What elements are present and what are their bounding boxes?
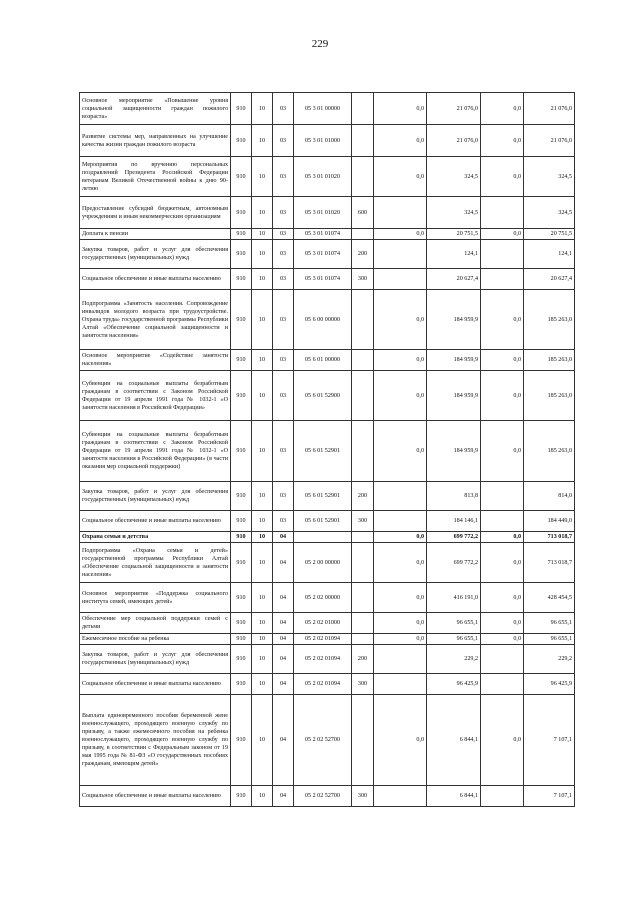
row-name: Основное мероприятие «Содействие занятости населения» [80, 350, 231, 371]
expense-type-code: 300 [352, 269, 374, 290]
target-article-code: 05 2 00 00000 [294, 543, 352, 583]
target-article-code: 05 2 02 01094 [294, 634, 352, 645]
amount-1: 0,0 [374, 634, 427, 645]
grbs-code: 910 [231, 421, 252, 482]
amount-1 [374, 645, 427, 674]
expense-type-code [352, 290, 374, 350]
row-name: Мероприятия по вручению персональных поздравлений Президента Российской Федерации ветеранам Великой Отечественной войны к дню 90-летию [80, 157, 231, 197]
amount-3: 0,0 [481, 371, 524, 421]
target-article-code: 05 3 01 01074 [294, 269, 352, 290]
expense-type-code [352, 583, 374, 613]
amount-2: 96 655,1 [427, 634, 481, 645]
table-row [80, 532, 575, 543]
table-row [80, 786, 575, 807]
row-name: Выплата единовременного пособия беременной жене военнослужащего, проходящего военную службу по призыву, а также ежемесячного пособия на ребенка военнослужащего, проходящего военную службу по призыву, в соответствии с Федеральным законом от 19 мая 1995 года № 81-ФЗ «О государственных пособиях гражданам, имеющим детей» [80, 695, 231, 786]
amount-1: 0,0 [374, 613, 427, 634]
expense-type-code: 600 [352, 197, 374, 229]
amount-3: 0,0 [481, 93, 524, 125]
subsection-code: 03 [273, 269, 294, 290]
grbs-code: 910 [231, 634, 252, 645]
amount-2: 324,5 [427, 157, 481, 197]
section-code: 10 [252, 583, 273, 613]
section-code: 10 [252, 229, 273, 240]
amount-4: 814,0 [524, 482, 575, 511]
amount-3: 0,0 [481, 613, 524, 634]
expense-type-code [352, 532, 374, 543]
table-row [80, 197, 575, 229]
table-row [80, 93, 575, 125]
table-row [80, 583, 575, 613]
subsection-code: 04 [273, 645, 294, 674]
target-article-code: 05 6 01 52900 [294, 371, 352, 421]
table-row [80, 125, 575, 157]
amount-3: 0,0 [481, 532, 524, 543]
amount-2: 184 146,1 [427, 511, 481, 532]
amount-2: 21 076,0 [427, 93, 481, 125]
subsection-code: 03 [273, 93, 294, 125]
row-name: Закупка товаров, работ и услуг для обеспечения государственных (муниципальных) нужд [80, 645, 231, 674]
subsection-code: 03 [273, 290, 294, 350]
row-name: Социальное обеспечение и иные выплаты населению [80, 786, 231, 807]
amount-4: 185 263,0 [524, 371, 575, 421]
row-name: Субвенции на социальные выплаты безработным гражданам в соответствии с Законом Российской Федерации от 19 апреля 1991 года № 1032-1 «О занятости населения в Российской Федерации» (в части оказания мер социальной поддержки) [80, 421, 231, 482]
amount-1: 0,0 [374, 421, 427, 482]
grbs-code: 910 [231, 532, 252, 543]
amount-1: 0,0 [374, 290, 427, 350]
expense-type-code [352, 634, 374, 645]
grbs-code: 910 [231, 197, 252, 229]
section-code: 10 [252, 674, 273, 695]
subsection-code: 03 [273, 350, 294, 371]
amount-1 [374, 511, 427, 532]
table-row [80, 240, 575, 269]
row-name: Закупка товаров, работ и услуг для обеспечения государственных (муниципальных) нужд [80, 482, 231, 511]
grbs-code: 910 [231, 511, 252, 532]
grbs-code: 910 [231, 269, 252, 290]
expense-type-code [352, 421, 374, 482]
amount-2: 229,2 [427, 645, 481, 674]
grbs-code: 910 [231, 371, 252, 421]
grbs-code: 910 [231, 786, 252, 807]
amount-3 [481, 197, 524, 229]
expense-type-code [352, 613, 374, 634]
table-row [80, 482, 575, 511]
amount-1 [374, 197, 427, 229]
subsection-code: 03 [273, 125, 294, 157]
amount-2: 699 772,2 [427, 532, 481, 543]
amount-3 [481, 786, 524, 807]
page-number: 229 [311, 38, 329, 50]
grbs-code: 910 [231, 93, 252, 125]
amount-2: 184 959,9 [427, 371, 481, 421]
amount-4: 184 449,0 [524, 511, 575, 532]
row-name: Обеспечение мер социальной поддержки семей с детьми [80, 613, 231, 634]
section-code: 10 [252, 645, 273, 674]
subsection-code: 03 [273, 229, 294, 240]
amount-3 [481, 674, 524, 695]
amount-4: 185 263,0 [524, 290, 575, 350]
target-article-code: 05 3 01 01020 [294, 157, 352, 197]
grbs-code: 910 [231, 674, 252, 695]
amount-1 [374, 674, 427, 695]
row-name: Социальное обеспечение и иные выплаты населению [80, 674, 231, 695]
expense-type-code [352, 543, 374, 583]
section-code: 10 [252, 786, 273, 807]
target-article-code: 05 2 02 01094 [294, 674, 352, 695]
subsection-code: 04 [273, 786, 294, 807]
grbs-code: 910 [231, 482, 252, 511]
target-article-code: 05 6 01 52901 [294, 421, 352, 482]
expense-type-code: 300 [352, 674, 374, 695]
amount-1 [374, 269, 427, 290]
expense-type-code [352, 157, 374, 197]
target-article-code: 05 2 02 00000 [294, 583, 352, 613]
section-code: 10 [252, 511, 273, 532]
subsection-code: 03 [273, 482, 294, 511]
amount-3 [481, 240, 524, 269]
section-code: 10 [252, 532, 273, 543]
amount-1: 0,0 [374, 371, 427, 421]
section-code: 10 [252, 421, 273, 482]
amount-4: 96 655,1 [524, 634, 575, 645]
table-row [80, 543, 575, 583]
table-row [80, 645, 575, 674]
row-name: Субвенции на социальные выплаты безработным гражданам в соответствии с Законом Российской Федерации от 19 апреля 1991 года № 1032-1 «О занятости населения в Российской Федерации» [80, 371, 231, 421]
target-article-code: 05 3 01 00000 [294, 93, 352, 125]
amount-2: 184 959,9 [427, 290, 481, 350]
grbs-code: 910 [231, 613, 252, 634]
amount-1: 0,0 [374, 93, 427, 125]
amount-4: 428 454,5 [524, 583, 575, 613]
subsection-code: 04 [273, 695, 294, 786]
section-code: 10 [252, 613, 273, 634]
grbs-code: 910 [231, 350, 252, 371]
amount-4: 20 627,4 [524, 269, 575, 290]
expense-type-code [352, 695, 374, 786]
amount-3: 0,0 [481, 634, 524, 645]
table-row [80, 290, 575, 350]
expense-type-code [352, 350, 374, 371]
amount-4: 324,5 [524, 197, 575, 229]
expense-type-code [352, 371, 374, 421]
row-name: Основное мероприятие «Поддержка социального института семей, имеющих детей» [80, 583, 231, 613]
amount-1: 0,0 [374, 543, 427, 583]
target-article-code: 05 3 01 01074 [294, 229, 352, 240]
amount-3: 0,0 [481, 229, 524, 240]
amount-3 [481, 269, 524, 290]
amount-2: 324,5 [427, 197, 481, 229]
expense-type-code: 200 [352, 240, 374, 269]
subsection-code: 03 [273, 371, 294, 421]
row-name: Подпрограмма «Занятость населения. Сопровождение инвалидов молодого возраста при трудоустройстве. Охрана труда» государственной программы Республики Алтай «Обеспечение социальной защищенности и занятости населения» [80, 290, 231, 350]
subsection-code: 04 [273, 613, 294, 634]
subsection-code: 03 [273, 240, 294, 269]
amount-2: 96 655,1 [427, 613, 481, 634]
amount-4: 21 076,0 [524, 125, 575, 157]
amount-2: 96 425,9 [427, 674, 481, 695]
amount-1: 0,0 [374, 125, 427, 157]
amount-2: 416 191,0 [427, 583, 481, 613]
target-article-code: 05 6 00 00000 [294, 290, 352, 350]
section-code: 10 [252, 93, 273, 125]
subsection-code: 04 [273, 674, 294, 695]
table-row [80, 421, 575, 482]
amount-1: 0,0 [374, 532, 427, 543]
amount-1 [374, 786, 427, 807]
amount-3: 0,0 [481, 543, 524, 583]
row-name: Доплата к пенсии [80, 229, 231, 240]
grbs-code: 910 [231, 645, 252, 674]
amount-4: 124,1 [524, 240, 575, 269]
amount-3: 0,0 [481, 290, 524, 350]
target-article-code: 05 2 02 52700 [294, 695, 352, 786]
amount-2: 20 751,5 [427, 229, 481, 240]
grbs-code: 910 [231, 543, 252, 583]
row-name: Социальное обеспечение и иные выплаты населению [80, 269, 231, 290]
section-code: 10 [252, 240, 273, 269]
amount-2: 813,8 [427, 482, 481, 511]
amount-1 [374, 482, 427, 511]
table-row [80, 229, 575, 240]
table-row [80, 511, 575, 532]
section-code: 10 [252, 269, 273, 290]
table-row [80, 634, 575, 645]
subsection-code: 04 [273, 543, 294, 583]
section-code: 10 [252, 125, 273, 157]
subsection-code: 04 [273, 583, 294, 613]
target-article-code: 05 2 02 01094 [294, 645, 352, 674]
section-code: 10 [252, 634, 273, 645]
amount-2: 20 627,4 [427, 269, 481, 290]
expense-type-code [352, 93, 374, 125]
amount-1: 0,0 [374, 229, 427, 240]
budget-table [79, 92, 575, 807]
amount-1: 0,0 [374, 583, 427, 613]
amount-2: 21 076,0 [427, 125, 481, 157]
subsection-code: 04 [273, 634, 294, 645]
subsection-code: 03 [273, 157, 294, 197]
amount-2: 6 844,1 [427, 786, 481, 807]
expense-type-code: 200 [352, 482, 374, 511]
amount-4: 713 018,7 [524, 532, 575, 543]
table-row [80, 371, 575, 421]
grbs-code: 910 [231, 583, 252, 613]
expense-type-code: 300 [352, 786, 374, 807]
amount-3: 0,0 [481, 695, 524, 786]
target-article-code [294, 532, 352, 543]
amount-3: 0,0 [481, 125, 524, 157]
amount-4: 713 018,7 [524, 543, 575, 583]
subsection-code: 03 [273, 197, 294, 229]
amount-4: 96 655,1 [524, 613, 575, 634]
amount-3 [481, 482, 524, 511]
row-name: Охрана семьи и детства [80, 532, 231, 543]
subsection-code: 04 [273, 532, 294, 543]
expense-type-code: 200 [352, 645, 374, 674]
grbs-code: 910 [231, 125, 252, 157]
subsection-code: 03 [273, 421, 294, 482]
amount-1: 0,0 [374, 157, 427, 197]
table-row [80, 157, 575, 197]
amount-3: 0,0 [481, 157, 524, 197]
subsection-code: 03 [273, 511, 294, 532]
amount-2: 184 959,9 [427, 421, 481, 482]
section-code: 10 [252, 695, 273, 786]
grbs-code: 910 [231, 290, 252, 350]
table-row [80, 269, 575, 290]
amount-4: 7 107,1 [524, 695, 575, 786]
amount-2: 184 959,9 [427, 350, 481, 371]
target-article-code: 05 3 01 01000 [294, 125, 352, 157]
grbs-code: 910 [231, 240, 252, 269]
table-row [80, 350, 575, 371]
target-article-code: 05 2 02 52700 [294, 786, 352, 807]
grbs-code: 910 [231, 157, 252, 197]
amount-4: 96 425,9 [524, 674, 575, 695]
target-article-code: 05 6 01 00000 [294, 350, 352, 371]
row-name: Социальное обеспечение и иные выплаты населению [80, 511, 231, 532]
row-name: Ежемесячное пособие на ребенка [80, 634, 231, 645]
grbs-code: 910 [231, 229, 252, 240]
amount-4: 185 263,0 [524, 350, 575, 371]
section-code: 10 [252, 157, 273, 197]
row-name: Закупка товаров, работ и услуг для обеспечения государственных (муниципальных) нужд [80, 240, 231, 269]
expense-type-code [352, 229, 374, 240]
amount-4: 20 751,5 [524, 229, 575, 240]
target-article-code: 05 2 02 01000 [294, 613, 352, 634]
amount-3: 0,0 [481, 583, 524, 613]
section-code: 10 [252, 371, 273, 421]
expense-type-code: 300 [352, 511, 374, 532]
section-code: 10 [252, 290, 273, 350]
target-article-code: 05 6 01 52901 [294, 482, 352, 511]
amount-3 [481, 511, 524, 532]
amount-3: 0,0 [481, 421, 524, 482]
amount-4: 185 263,0 [524, 421, 575, 482]
table-row [80, 695, 575, 786]
amount-2: 124,1 [427, 240, 481, 269]
amount-1 [374, 240, 427, 269]
section-code: 10 [252, 197, 273, 229]
target-article-code: 05 6 01 52901 [294, 511, 352, 532]
amount-4: 21 076,0 [524, 93, 575, 125]
target-article-code: 05 3 01 01020 [294, 197, 352, 229]
row-name: Основное мероприятие «Повышение уровня социальной защищенности граждан пожилого возраста» [80, 93, 231, 125]
grbs-code: 910 [231, 695, 252, 786]
section-code: 10 [252, 482, 273, 511]
row-name: Предоставление субсидий бюджетным, автономным учреждениям и иным некоммерческим организациям [80, 197, 231, 229]
amount-2: 699 772,2 [427, 543, 481, 583]
row-name: Развитие системы мер, направленных на улучшение качества жизни граждан пожилого возраста [80, 125, 231, 157]
amount-2: 6 844,1 [427, 695, 481, 786]
amount-3: 0,0 [481, 350, 524, 371]
amount-4: 324,5 [524, 157, 575, 197]
section-code: 10 [252, 543, 273, 583]
table-row [80, 613, 575, 634]
section-code: 10 [252, 350, 273, 371]
amount-4: 229,2 [524, 645, 575, 674]
table-row [80, 674, 575, 695]
row-name: Подпрограмма «Охрана семьи и детей» государственной программы Республики Алтай «Обеспечение социальной защищенности и занятости населения» [80, 543, 231, 583]
amount-3 [481, 645, 524, 674]
amount-1: 0,0 [374, 350, 427, 371]
amount-4: 7 107,1 [524, 786, 575, 807]
amount-1: 0,0 [374, 695, 427, 786]
target-article-code: 05 3 01 01074 [294, 240, 352, 269]
expense-type-code [352, 125, 374, 157]
